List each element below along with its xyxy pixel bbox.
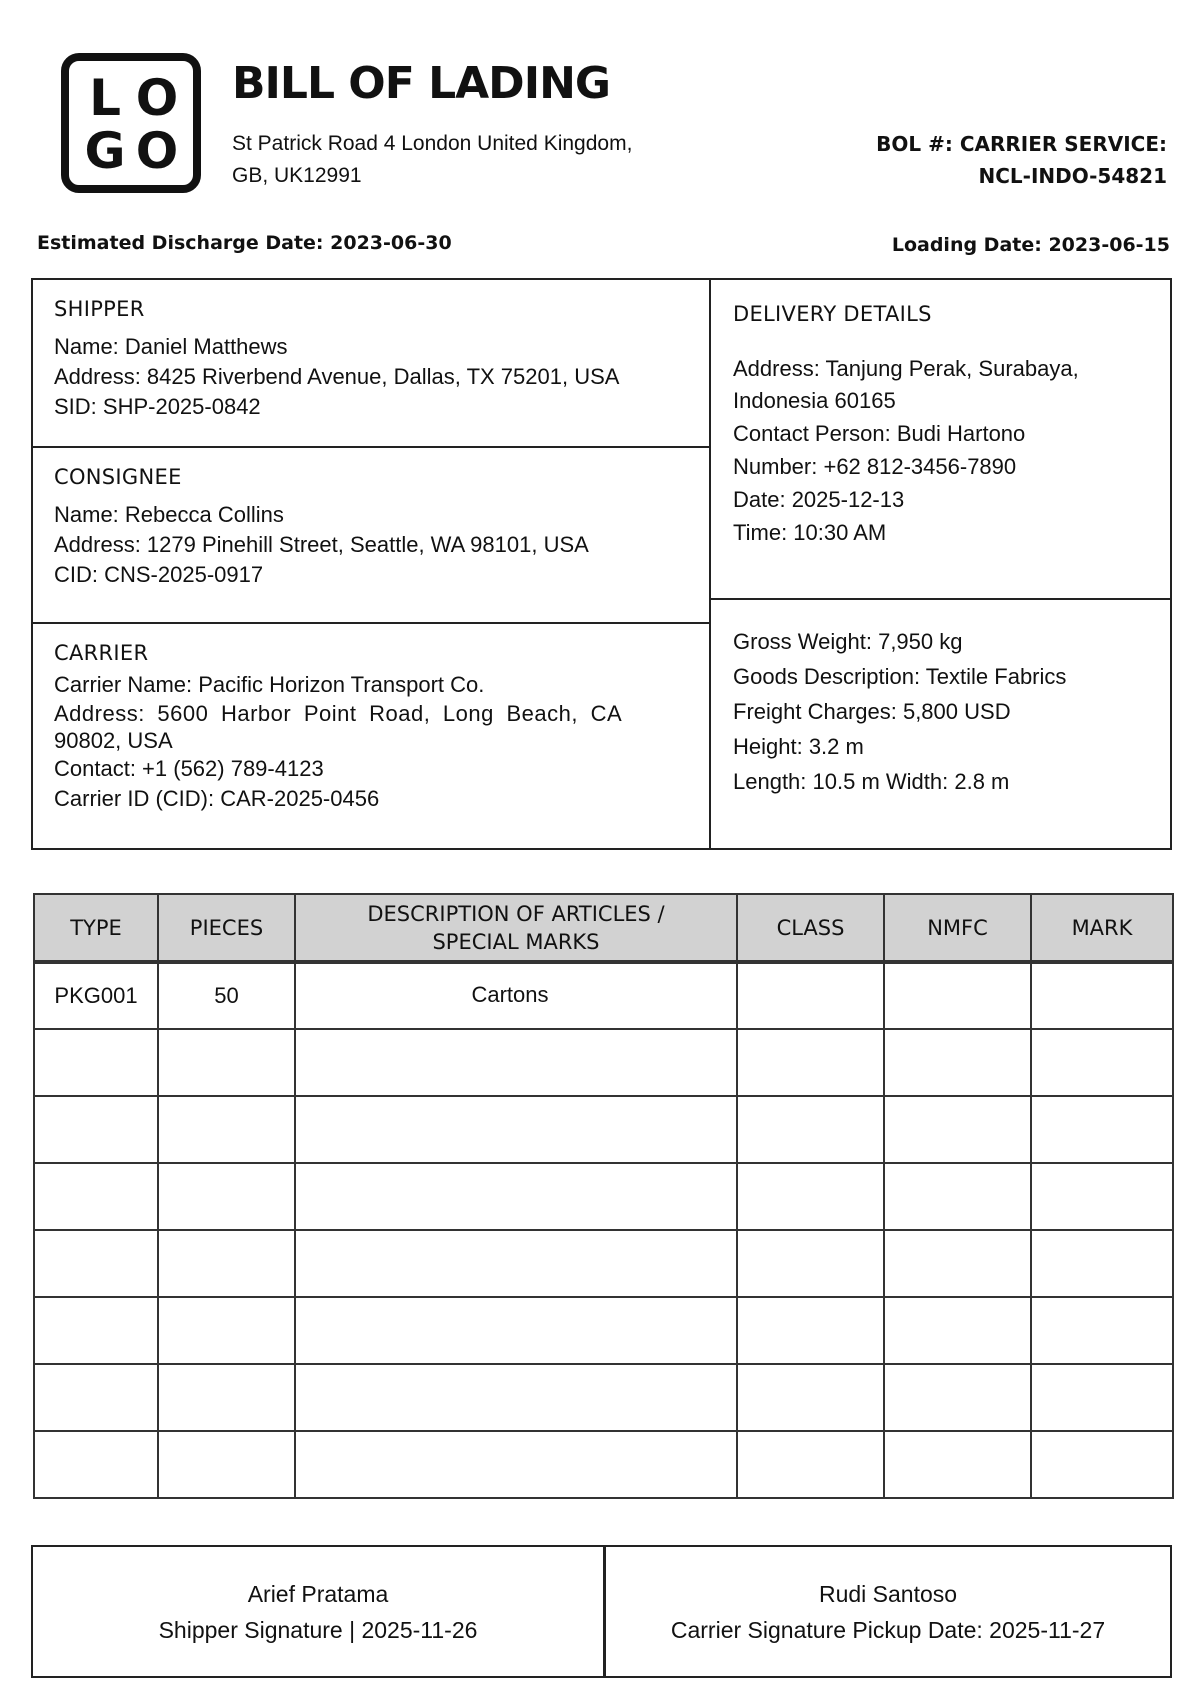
- carrier-signature-caption: Carrier Signature Pickup Date: 2025-11-27: [670, 1616, 1106, 1643]
- bol-label: BOL #: CARRIER SERVICE:: [876, 132, 1167, 156]
- carrier-address: Address: 5600 Harbor Point Road, Long Beach, CA: [54, 701, 623, 726]
- cell-type: [34, 1029, 158, 1096]
- cell-mark: [1031, 1297, 1173, 1364]
- logo-letter: O: [135, 68, 179, 127]
- cell-nmfc: [884, 1297, 1031, 1364]
- section-divider: [33, 446, 710, 448]
- estimated-discharge-date: Estimated Discharge Date: 2023-06-30: [37, 232, 452, 254]
- table-row: [34, 1364, 1173, 1431]
- header-description: [295, 894, 737, 962]
- cell-pieces: [158, 1364, 295, 1431]
- cell-pieces: [158, 1230, 295, 1297]
- header-mark: MARK: [1031, 894, 1173, 962]
- table-header-row: [34, 894, 1173, 962]
- goods-section: [733, 624, 1163, 799]
- cell-pieces: [158, 1297, 295, 1364]
- shipper-id: SID: SHP-2025-0842: [54, 394, 261, 419]
- cell-description: [295, 1096, 737, 1163]
- shipper-section: [54, 294, 694, 422]
- cell-type: [34, 1230, 158, 1297]
- logo-letter: L: [89, 68, 121, 127]
- cell-type: [34, 1364, 158, 1431]
- cell-nmfc: [884, 1029, 1031, 1096]
- shipper-heading: SHIPPER: [54, 297, 145, 321]
- cell-mark: [1031, 1431, 1173, 1498]
- cell-class: [737, 1431, 884, 1498]
- loading-date: Loading Date: 2023-06-15: [891, 234, 1170, 256]
- gross-weight: Gross Weight: 7,950 kg: [733, 629, 963, 654]
- consignee-name: Name: Rebecca Collins: [54, 502, 284, 527]
- cell-class: [737, 1029, 884, 1096]
- cell-mark: [1031, 1096, 1173, 1163]
- cell-mark: [1031, 1364, 1173, 1431]
- table-row: [34, 1163, 1173, 1230]
- cell-mark: [1031, 962, 1173, 1029]
- company-logo: [61, 53, 201, 193]
- table-row: [34, 1029, 1173, 1096]
- cell-description: [295, 1230, 737, 1297]
- freight-charges: Freight Charges: 5,800 USD: [733, 699, 1011, 724]
- consignee-heading: CONSIGNEE: [54, 465, 182, 489]
- delivery-section: [733, 298, 1163, 549]
- cell-description: [295, 1297, 737, 1364]
- logo-letter: O: [135, 121, 179, 180]
- table-row: [34, 1230, 1173, 1297]
- section-divider: [710, 598, 1172, 600]
- cell-class: [737, 1297, 884, 1364]
- cell-description: [295, 1163, 737, 1230]
- cell-class: [737, 1163, 884, 1230]
- cell-nmfc: [884, 1431, 1031, 1498]
- carrier-contact: Contact: +1 (562) 789-4123: [54, 756, 324, 781]
- cell-nmfc: [884, 1096, 1031, 1163]
- cargo-length-width: Length: 10.5 m Width: 2.8 m: [733, 769, 1010, 794]
- cell-type: [34, 1096, 158, 1163]
- cell-description: [295, 1029, 737, 1096]
- carrier-signature-name: Rudi Santoso: [818, 1580, 958, 1607]
- cell-description: Cartons: [295, 962, 737, 1029]
- cell-pieces: 50: [158, 962, 295, 1029]
- carrier-signature-box: [606, 1547, 1170, 1676]
- cell-type: PKG001: [34, 962, 158, 1029]
- cell-mark: [1031, 1163, 1173, 1230]
- cell-description: [295, 1431, 737, 1498]
- header-class: CLASS: [737, 894, 884, 962]
- cell-nmfc: [884, 962, 1031, 1029]
- header-description-line: DESCRIPTION OF ARTICLES /: [367, 901, 665, 926]
- shipper-signature-box: [33, 1547, 606, 1676]
- shipper-signature-caption: Shipper Signature | 2025-11-26: [158, 1616, 478, 1643]
- articles-table: [33, 893, 1174, 1499]
- document-title: BILL OF LADING: [232, 58, 611, 109]
- carrier-name: Carrier Name: Pacific Horizon Transport Co.: [54, 672, 485, 697]
- column-divider: [709, 280, 711, 848]
- carrier-section: [54, 638, 686, 814]
- cargo-height: Height: 3.2 m: [733, 734, 864, 759]
- header-nmfc: NMFC: [884, 894, 1031, 962]
- cell-class: [737, 1230, 884, 1297]
- table-body: [34, 962, 1173, 1498]
- bol-number: [807, 128, 1167, 192]
- cell-nmfc: [884, 1364, 1031, 1431]
- shipper-address: Address: 8425 Riverbend Avenue, Dallas, TX 75201, USA: [54, 364, 620, 389]
- company-address-line: GB, UK12991: [232, 164, 362, 187]
- cell-pieces: [158, 1431, 295, 1498]
- delivery-number: Number: +62 812-3456-7890: [733, 454, 1017, 479]
- cell-type: [34, 1297, 158, 1364]
- cell-nmfc: [884, 1163, 1031, 1230]
- delivery-date: Date: 2025-12-13: [733, 487, 905, 512]
- carrier-heading: CARRIER: [54, 641, 149, 665]
- delivery-time: Time: 10:30 AM: [733, 520, 887, 545]
- company-address: [232, 128, 702, 192]
- cell-mark: [1031, 1029, 1173, 1096]
- delivery-contact-person: Contact Person: Budi Hartono: [733, 421, 1026, 446]
- consignee-id: CID: CNS-2025-0917: [54, 562, 264, 587]
- table-row: [34, 1297, 1173, 1364]
- cell-type: [34, 1163, 158, 1230]
- signature-section: [31, 1545, 1172, 1678]
- cell-pieces: [158, 1029, 295, 1096]
- cell-nmfc: [884, 1230, 1031, 1297]
- table-row: [34, 962, 1173, 1029]
- table-row: [34, 1096, 1173, 1163]
- party-details-grid: [31, 278, 1172, 850]
- shipper-name: Name: Daniel Matthews: [54, 334, 288, 359]
- section-divider: [33, 622, 710, 624]
- delivery-heading: DELIVERY DETAILS: [733, 302, 932, 326]
- cell-mark: [1031, 1230, 1173, 1297]
- cell-class: [737, 1096, 884, 1163]
- table-row: [34, 1431, 1173, 1498]
- cell-description: [295, 1364, 737, 1431]
- delivery-address: Address: Tanjung Perak, Surabaya,: [733, 356, 1079, 381]
- bol-value: NCL-INDO-54821: [978, 164, 1167, 188]
- consignee-section: [54, 462, 694, 590]
- carrier-address-line-2: 90802, USA: [54, 728, 173, 753]
- logo-letter: G: [84, 121, 126, 180]
- company-address-line: St Patrick Road 4 London United Kingdom,: [232, 132, 633, 155]
- cell-class: [737, 1364, 884, 1431]
- cell-pieces: [158, 1096, 295, 1163]
- consignee-address: Address: 1279 Pinehill Street, Seattle, WA 98101, USA: [54, 532, 589, 557]
- header-description-line: SPECIAL MARKS: [432, 929, 600, 954]
- goods-description: Goods Description: Textile Fabrics: [733, 664, 1067, 689]
- shipper-signature-name: Arief Pratama: [247, 1580, 389, 1607]
- cell-pieces: [158, 1163, 295, 1230]
- cell-class: [737, 962, 884, 1029]
- carrier-id: Carrier ID (CID): CAR-2025-0456: [54, 786, 380, 811]
- cell-type: [34, 1431, 158, 1498]
- header-pieces: PIECES: [158, 894, 295, 962]
- delivery-address-line-2: Indonesia 60165: [733, 388, 896, 413]
- header-type: TYPE: [34, 894, 158, 962]
